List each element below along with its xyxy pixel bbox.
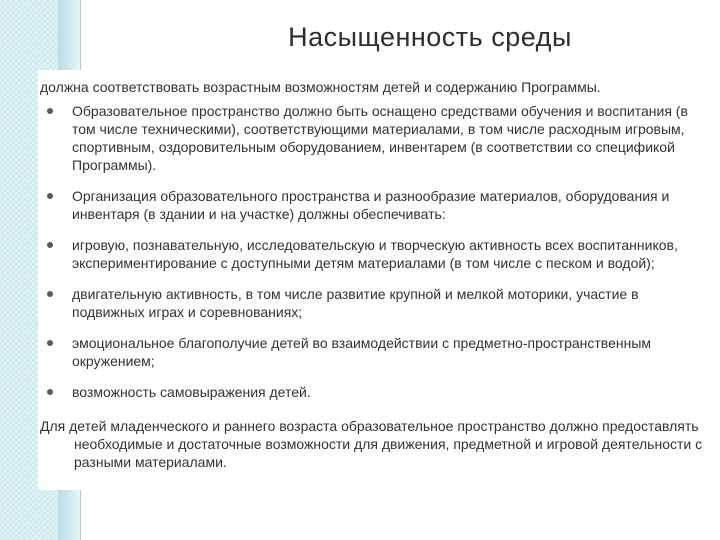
list-item-text: эмоциональное благополучие детей во взаимодействии с предметно-пространственным окружением; xyxy=(72,335,652,369)
bullet-icon xyxy=(47,291,53,297)
list-item xyxy=(38,187,708,223)
list-item-text: Образовательное пространство должно быть оснащено средствами обучения и воспитания (в том числе техническими), соответствующими материалами, в том числе расходным игровым, спортивным, оздоровительным оборудованием, инвентарем (в соответствии со спецификой Программы). xyxy=(72,103,688,173)
list-item-text: двигательную активность, в том числе развитие крупной и мелкой моторики, участие в подвижных играх и соревнованиях; xyxy=(72,286,639,320)
list-item-text: возможность самовыражения детей. xyxy=(72,384,311,400)
page-title: Насыщенность среды xyxy=(288,22,572,52)
slide-body xyxy=(38,70,708,490)
closing-paragraph: Для детей младенческого и раннего возраста образовательное пространство должно предоставлять необходимые и достаточные возможности для движения, предметной и игровой деятельности с разными материалами. xyxy=(40,418,703,470)
list-item xyxy=(38,236,708,272)
bullet-icon xyxy=(47,193,53,199)
list-item xyxy=(38,383,708,401)
list-item-text: Организация образовательного пространства и разнообразие материалов, оборудования и инвентаря (в здании и на участке) должны обеспечивать: xyxy=(72,188,670,222)
bullet-icon xyxy=(47,242,53,248)
intro-text: должна соответствовать возрастным возможностям детей и содержанию Программы. xyxy=(40,79,601,95)
bullet-icon xyxy=(47,389,53,395)
bullet-icon xyxy=(47,108,53,114)
bullet-icon xyxy=(47,340,53,346)
bullet-list xyxy=(38,102,708,401)
list-item xyxy=(38,285,708,321)
list-item xyxy=(38,334,708,370)
list-item xyxy=(38,102,708,174)
list-item-text: игровую, познавательную, исследовательскую и творческую активность всех воспитанников, экспериментирование с доступными детям материалами (в том числе с песком и водой); xyxy=(72,237,678,271)
